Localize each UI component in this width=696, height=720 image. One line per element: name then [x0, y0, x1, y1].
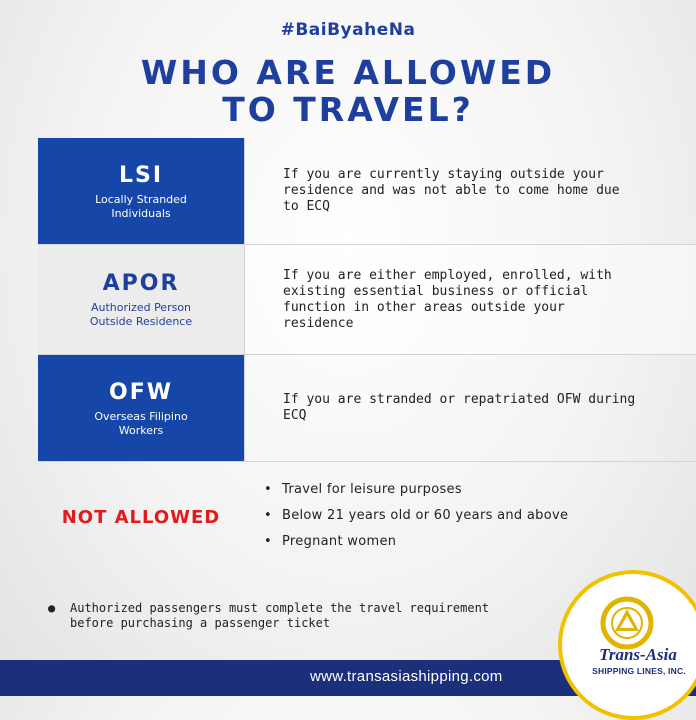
category-abbr: APOR — [102, 271, 180, 296]
hashtag: #BaiByaheNa — [280, 20, 416, 40]
list-item-text: Travel for leisure purposes — [282, 482, 462, 497]
title-line-1: WHO ARE ALLOWED — [140, 53, 556, 92]
category-full-line: Workers — [118, 423, 164, 437]
note-text: Authorized passengers must complete the travel requirement before purchasing a passenger ticket — [70, 601, 490, 630]
category-full-name — [90, 301, 192, 329]
company-logo — [558, 570, 696, 720]
list-item — [264, 533, 568, 559]
description-cell-lsi — [244, 138, 696, 244]
category-full-line: Authorized Person — [90, 301, 192, 314]
requirement-note — [48, 601, 518, 631]
title-line-2: TO TRAVEL? — [222, 90, 474, 129]
table-row-lsi — [38, 138, 696, 245]
not-allowed-list — [264, 481, 568, 559]
category-description: If you are currently staying outside your residence and was not able to come home due to ECQ — [283, 167, 620, 214]
logo-brand-text: Trans-Asia — [599, 645, 677, 664]
not-allowed-section — [38, 463, 696, 575]
list-item-text: Pregnant women — [282, 534, 397, 549]
description-cell-ofw — [244, 355, 696, 461]
bullet-icon: • — [264, 482, 272, 497]
bullet-icon: • — [264, 508, 272, 523]
category-full-line: Locally Stranded — [95, 192, 187, 206]
category-description: If you are either employed, enrolled, with existing essential business or official function in other areas outside your residence — [283, 267, 612, 331]
category-full-name — [94, 410, 187, 438]
not-allowed-label: NOT ALLOWED — [61, 507, 221, 528]
table-row-apor — [38, 245, 696, 355]
logo-subtitle: SHIPPING LINES, INC. — [592, 666, 686, 676]
category-cell-lsi — [38, 138, 244, 244]
list-item — [264, 481, 568, 507]
page-title — [0, 54, 696, 128]
category-cell-apor — [38, 245, 245, 354]
category-description: If you are stranded or repatriated OFW during ECQ — [283, 392, 636, 423]
category-full-line: Outside Residence — [89, 315, 193, 328]
description-cell-apor — [244, 245, 696, 354]
website-link[interactable]: www.transasiashipping.com — [310, 668, 503, 685]
list-item-text: Below 21 years old or 60 years and above — [282, 508, 569, 523]
category-full-line: Overseas Filipino — [94, 409, 188, 423]
bullet-icon: • — [264, 534, 272, 549]
table-row-ofw — [38, 355, 696, 462]
list-item — [264, 507, 568, 533]
bullet-icon: ● — [48, 601, 56, 615]
ship-wheel-icon — [592, 594, 662, 652]
category-full-name — [95, 193, 187, 221]
category-full-line: Individuals — [111, 206, 171, 220]
category-abbr: OFW — [109, 379, 173, 405]
category-cell-ofw — [38, 355, 244, 461]
category-abbr: LSI — [118, 162, 164, 188]
allowed-table — [38, 138, 696, 462]
